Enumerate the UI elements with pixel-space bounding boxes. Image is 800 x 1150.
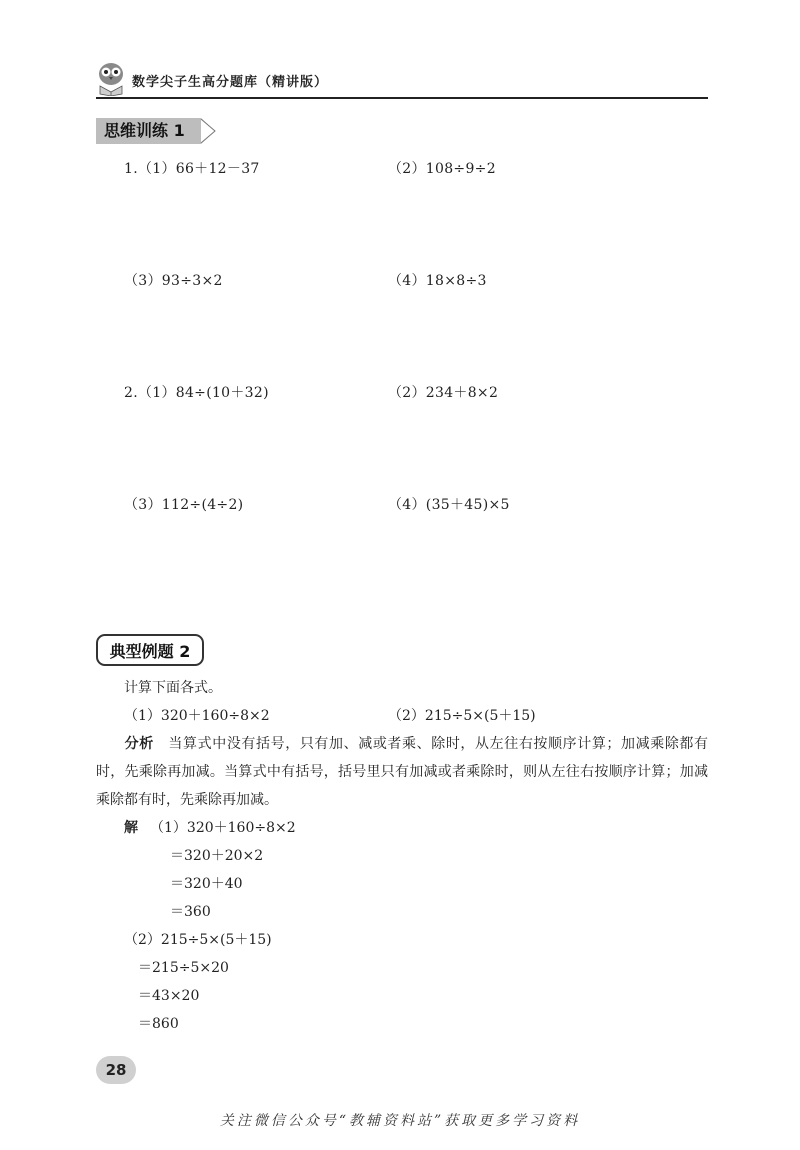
page-header [96, 52, 328, 96]
section-title: 思维训练 1 [96, 118, 195, 144]
solution2-line-1: （2）215÷5×(5＋15) [124, 932, 272, 948]
problem-1-3: （3）93÷3×2 [124, 273, 223, 289]
example-item-2: （2）215÷5×(5＋15) [388, 708, 536, 724]
analysis-paragraph [96, 730, 708, 814]
solution2-line-4: ＝860 [138, 1016, 179, 1032]
solution1-line-3: ＝320＋40 [170, 876, 243, 892]
page-number: 28 [96, 1056, 136, 1084]
analysis-text: 当算式中没有括号，只有加、减或者乘、除时，从左往右按顺序计算；加减乘除都有时，先乘除再加减。当算式中有括号，括号里只有加减或者乘除时，则从左往右按顺序计算；加减乘除都有时，先乘除再加减。 [96, 736, 709, 808]
solution-label: 解 [124, 820, 138, 836]
solution1-line-1: （1）320＋160÷8×2 [150, 820, 296, 836]
book-title: 数学尖子生高分题库（精讲版） [132, 75, 329, 90]
problem-1-2: （2）108÷9÷2 [388, 161, 496, 177]
example-title-box: 典型例题 2 [96, 634, 204, 666]
header-rule [96, 97, 708, 99]
owl-mascot-icon [96, 58, 126, 96]
pencil-tip-icon [195, 118, 217, 144]
problem-1-4: （4）18×8÷3 [388, 273, 487, 289]
problem-2-3: （3）112÷(4÷2) [124, 497, 244, 513]
analysis-label: 分析 [124, 736, 154, 752]
solution1-line-2: ＝320＋20×2 [170, 848, 264, 864]
example-item-1: （1）320＋160÷8×2 [124, 708, 270, 724]
solution2-line-2: ＝215÷5×20 [138, 960, 229, 976]
section-tag-thinking-training [96, 118, 217, 144]
solution2-line-3: ＝43×20 [138, 988, 200, 1004]
example-prompt: 计算下面各式。 [124, 680, 222, 696]
problem-2-4: （4）(35＋45)×5 [388, 497, 510, 513]
footer-note: 关注微信公众号“教辅资料站”获取更多学习资料 [219, 1113, 581, 1129]
problem-2-2: （2）234＋8×2 [388, 385, 499, 401]
problem-2-1: 2.（1）84÷(10＋32) [124, 385, 269, 401]
solution1-line-4: ＝360 [170, 904, 211, 920]
problem-1-1: 1.（1）66＋12－37 [124, 161, 260, 177]
